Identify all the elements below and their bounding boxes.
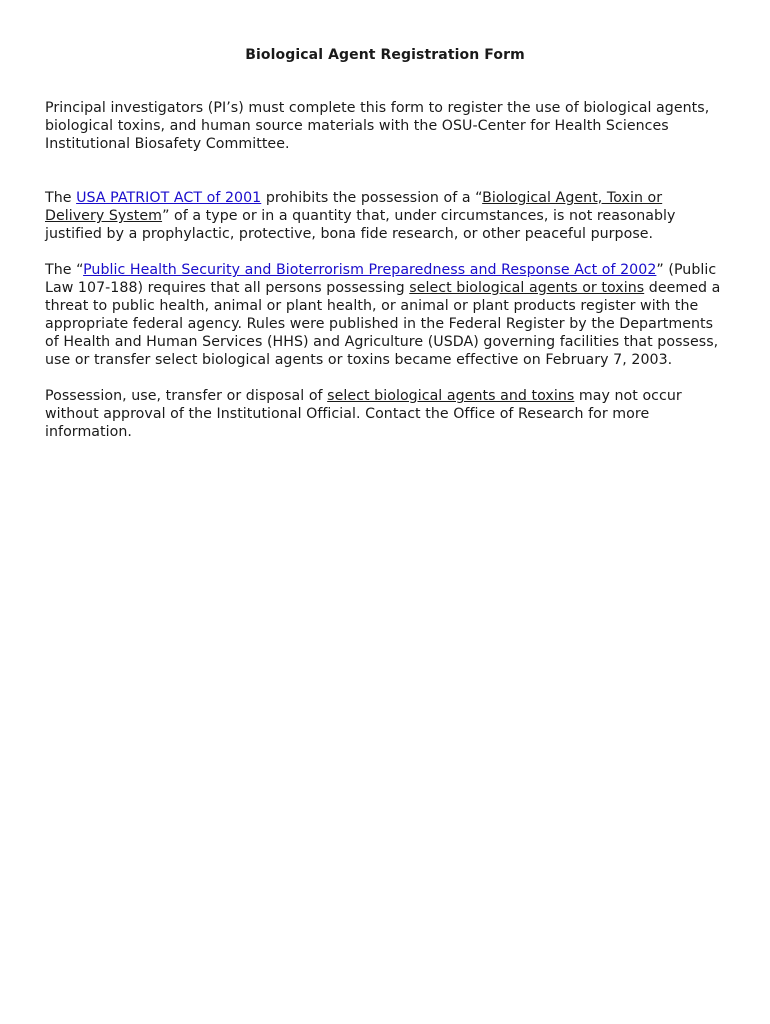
intro-paragraph: Principal investigators (PI’s) must complete this form to register the use of biological agents, biological toxins, and human source materials with the OSU-Center for Health Sciences Institutional Biosafety Committee. <box>45 100 710 152</box>
underlined-term: select biological agents and toxins <box>327 388 575 404</box>
text-span: prohibits the possession of a “ <box>261 190 483 206</box>
text-span: The <box>45 190 77 206</box>
underlined-term: Biological Agent, Toxin or Delivery System <box>45 190 663 224</box>
text-span: deemed a threat to public health, animal or plant health, or animal or plant products register with the appropriate federal agency. Rules were published in the Federal Register by the Departments of Health and Human Services (HHS) and Agriculture (USDA) governing facilities that possess, use or transfer select biological agents or toxins became effective on February 7, 2003. <box>45 280 721 368</box>
text-span: The “ <box>45 262 84 278</box>
underlined-term: select biological agents or toxins <box>409 280 645 296</box>
bioterrorism-act-paragraph <box>45 261 725 369</box>
patriot-act-paragraph <box>45 189 725 243</box>
page-title: Biological Agent Registration Form <box>245 47 525 63</box>
document-page <box>45 45 725 441</box>
patriot-act-link[interactable]: USA PATRIOT ACT of 2001 <box>76 190 262 206</box>
text-span: may not occur without approval of the Institutional Official. Contact the Office of Research for more information. <box>45 388 682 440</box>
approval-paragraph <box>45 387 725 441</box>
bioterrorism-act-link[interactable]: Public Health Security and Bioterrorism Preparedness and Response Act of 2002 <box>83 262 657 278</box>
text-span: Possession, use, transfer or disposal of <box>45 388 328 404</box>
text-span: ” of a type or in a quantity that, under circumstances, is not reasonably justified by a prophylactic, protective, bona fide research, or other peaceful purpose. <box>45 208 676 242</box>
text-span: ” (Public Law 107-188) requires that all persons possessing <box>45 262 717 296</box>
